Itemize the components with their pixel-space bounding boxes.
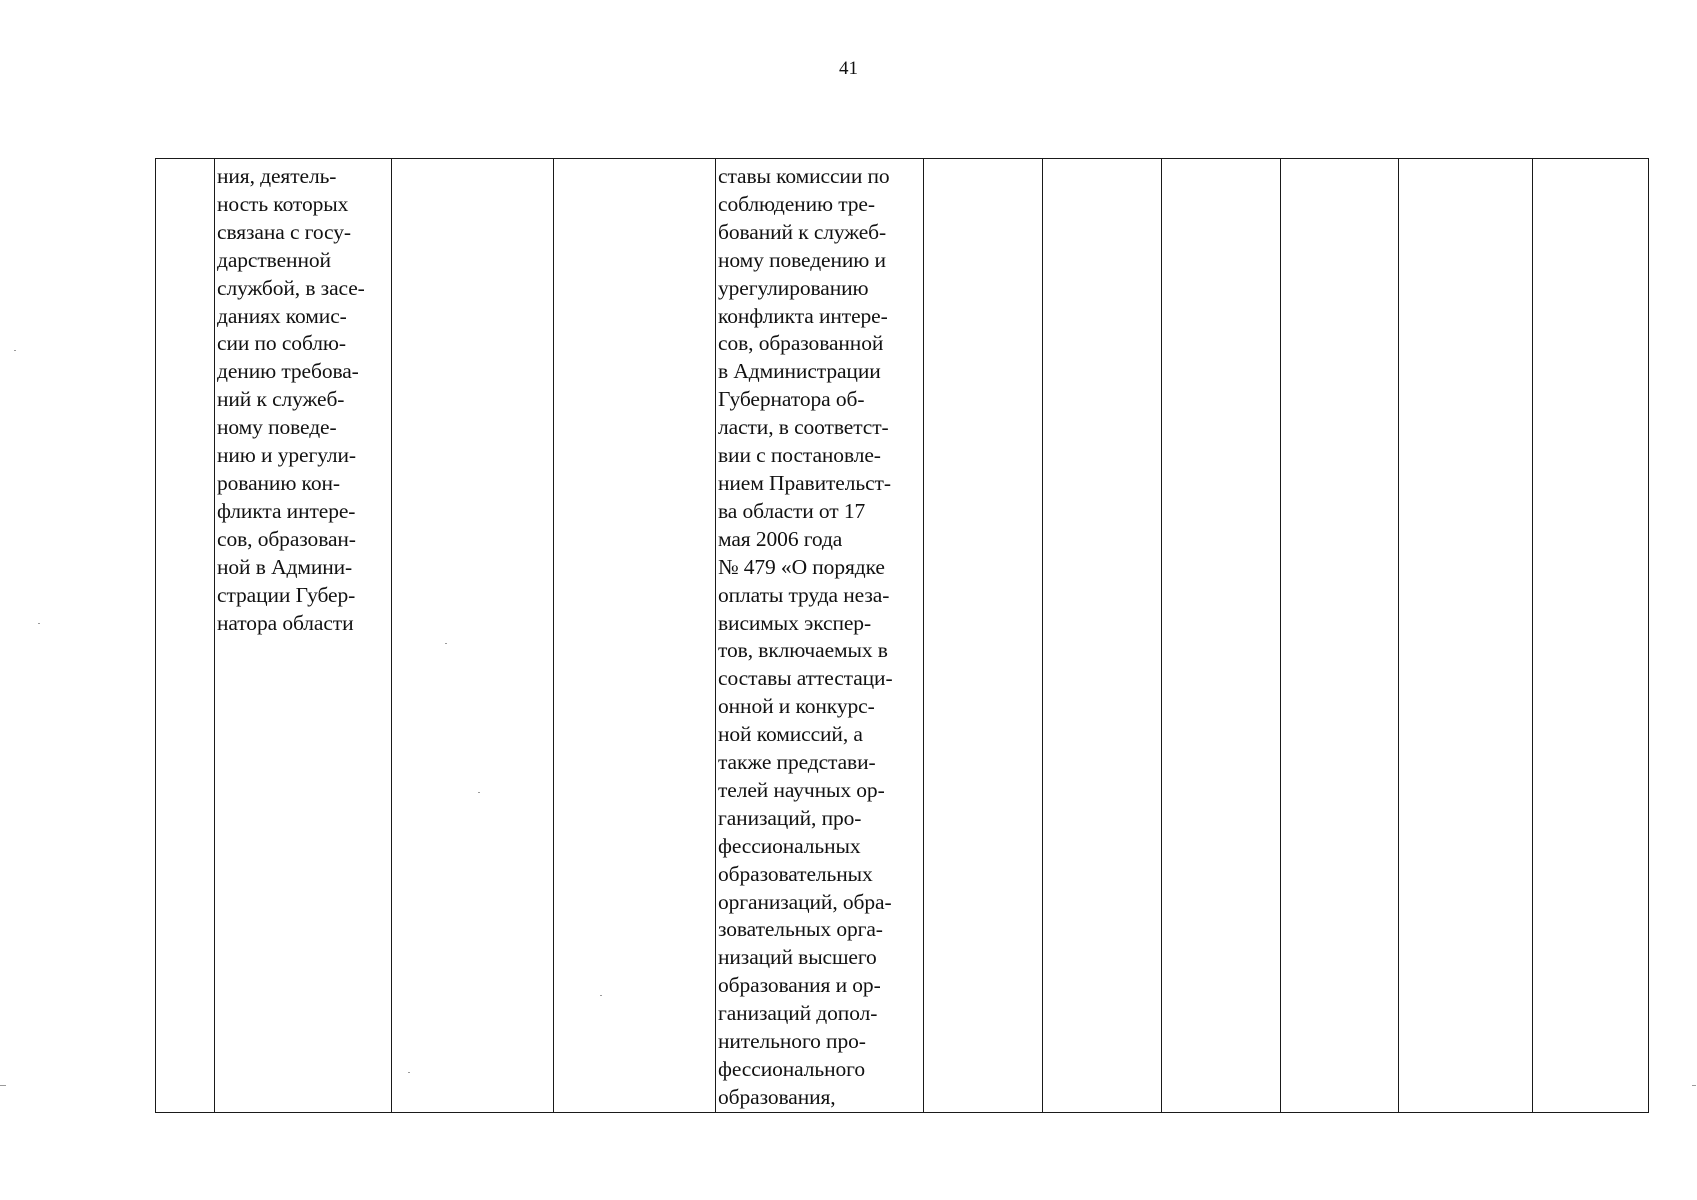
table-cell-col8: [1162, 159, 1281, 1113]
scan-speck: [38, 623, 40, 624]
scan-speck: [14, 350, 16, 351]
cell-text-participation: ния, деятель- ность которых связана с госу- дарственной службой, в засе- даниях комис- сии по соблю- дению требова- ний к служеб- ному поведе- нию и урегули- рованию кон- фликта интере- сов, образован- ной в Админи- страции Губер- натора области: [217, 164, 365, 635]
page-number: 41: [839, 58, 858, 79]
scan-speck: [445, 643, 447, 644]
table-cell-col1: [156, 159, 215, 1113]
table-cell-col4: [554, 159, 716, 1113]
table-cell-col7: [1043, 159, 1162, 1113]
scan-speck: [600, 995, 602, 996]
table-cell-col6: [924, 159, 1043, 1113]
table-cell-col10: [1399, 159, 1533, 1113]
table-cell-col3: [392, 159, 554, 1113]
scan-speck: [478, 792, 480, 793]
document-table: [155, 158, 1649, 1113]
scan-speck: [0, 1085, 6, 1086]
table-cell-col2: [215, 159, 392, 1113]
scan-speck: [408, 1072, 410, 1073]
table-cell-col9: [1281, 159, 1399, 1113]
cell-text-commission: ставы комиссии по соблюдению тре- бований к служеб- ному поведению и урегулированию конфликта интере- сов, образованной в Администрации Губернатора об- ласти, в соответст- вии с постановле- нием Правительст- ва области от 17 мая 2006 года № 479 «О порядке оплаты труда неза- висимых экспер- тов, включаемых в составы аттестаци- онной и конкурс- ной комиссий, а также представи- телей научных ор- ганизаций, про- фессиональных образовательных организаций, обра- зовательных орга- низаций высшего образования и ор- ганизаций допол- нительного про- фессионального образования,: [718, 164, 893, 1109]
scan-speck: [1692, 1085, 1696, 1086]
table-cell-col5: [716, 159, 924, 1113]
table-cell-col11: [1533, 159, 1649, 1113]
table-row: [156, 159, 1649, 1113]
